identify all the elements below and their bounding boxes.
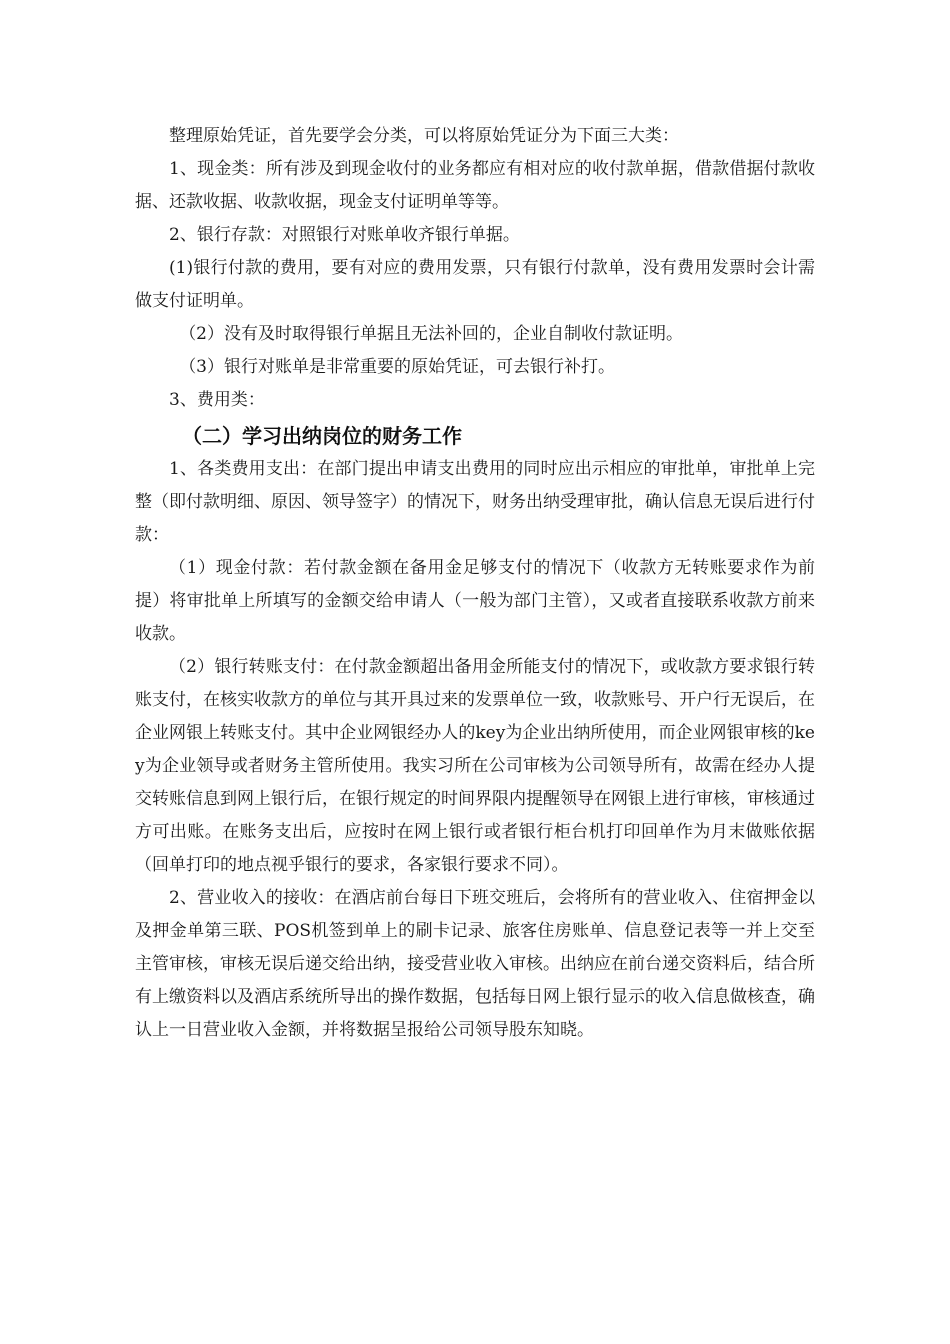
paragraph-cash-category: 1、现金类：所有涉及到现金收付的业务都应有相对应的收付款单据，借款借据付款收据、还款收据、收款收据，现金支付证明单等等。 [135,159,815,212]
paragraph-expense-payments: 1、各类费用支出：在部门提出申请支出费用的同时应出示相应的审批单，审批单上完整（即付款明细、原因、领导签字）的情况下，财务出纳受理审批，确认信息无误后进行付款： [135,459,815,545]
paragraph-self-made-proof: （2）没有及时取得银行单据且无法补回的，企业自制收付款证明。 [179,324,684,344]
document-body [135,120,815,1047]
section-heading: （二）学习出纳岗位的财务工作 [182,424,462,448]
paragraph-cash-payment: （1）现金付款：若付款金额在备用金足够支付的情况下（收款方无转账要求作为前提）将审批单上所填写的金额交给申请人（一般为部门主管），又或者直接联系收款方前来收款。 [135,558,815,644]
paragraph-revenue-receipt: 2、营业收入的接收：在酒店前台每日下班交班后，会将所有的营业收入、住宿押金以及押金单第三联、POS机签到单上的刷卡记录、旅客住房账单、信息登记表等一并上交至主管审核，审核无误后递交给出纳，接受营业收入审核。出纳应在前台递交资料后，结合所有上缴资料以及酒店系统所导出的操作数据，包括每日网上银行显示的收入信息做核查，确认上一日营业收入金额，并将数据呈报给公司领导股东知晓。 [135,888,815,1040]
paragraph-intro: 整理原始凭证，首先要学会分类，可以将原始凭证分为下面三大类： [169,126,679,146]
paragraph-bank-transfer: （2）银行转账支付：在付款金额超出备用金所能支付的情况下，或收款方要求银行转账支付，在核实收款方的单位与其开具过来的发票单位一致，收款账号、开户行无误后，在企业网银上转账支付。其中企业网银经办人的key为企业出纳所使用，而企业网银审核的key为企业领导或者财务主管所使用。我实习所在公司审核为公司领导所有，故需在经办人提交转账信息到网上银行后，在银行规定的时间界限内提醒领导在网银上进行审核，审核通过方可出账。在账务支出后，应按时在网上银行或者银行柜台机打印回单作为月末做账依据（回单打印的地点视乎银行的要求，各家银行要求不同）。 [135,657,815,875]
paragraph-bank-statement: （3）银行对账单是非常重要的原始凭证，可去银行补打。 [179,357,616,377]
paragraph-bank-deposit: 2、银行存款：对照银行对账单收齐银行单据。 [169,225,520,245]
paragraph-bank-payment-fees: (1)银行付款的费用，要有对应的费用发票，只有银行付款单，没有费用发票时会计需做支付证明单。 [135,258,815,311]
paragraph-expense-category: 3、费用类： [169,390,265,410]
